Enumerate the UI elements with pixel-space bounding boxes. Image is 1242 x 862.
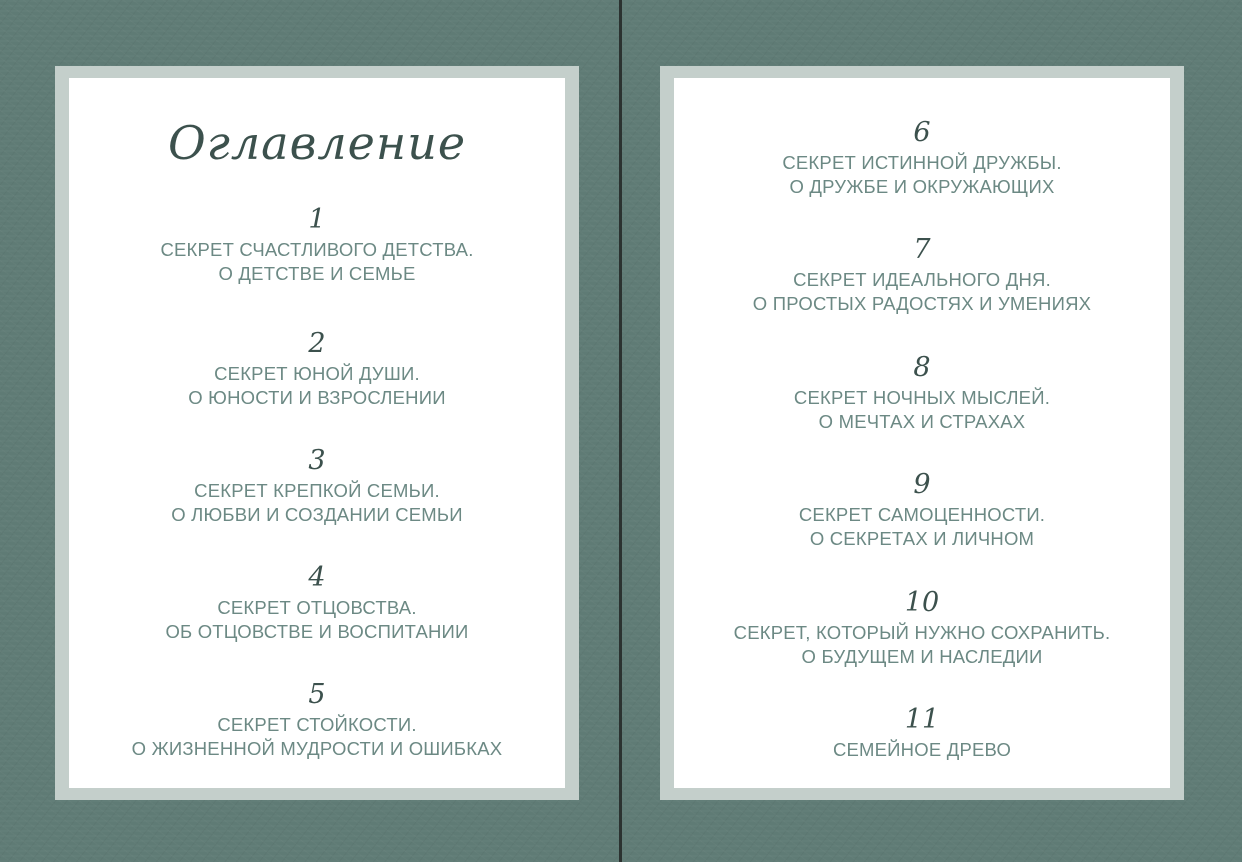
chapter-title: СЕКРЕТ САМОЦЕННОСТИ. <box>798 504 1046 525</box>
left-page <box>69 78 565 788</box>
book-spine <box>619 0 622 862</box>
chapter-number: 8 <box>913 352 931 383</box>
toc-entry-11 <box>674 705 1170 762</box>
chapter-subtitle: О БУДУЩЕМ И НАСЛЕДИИ <box>801 646 1043 667</box>
chapter-subtitle: О ЛЮБВИ И СОЗДАНИИ СЕМЬИ <box>171 504 463 525</box>
right-page-frame <box>660 66 1184 800</box>
chapter-number: 10 <box>904 587 940 618</box>
chapter-subtitle: О ПРОСТЫХ РАДОСТЯХ И УМЕНИЯХ <box>752 293 1092 314</box>
chapter-subtitle: О ДРУЖБЕ И ОКРУЖАЮЩИХ <box>789 176 1055 197</box>
chapter-title: СЕКРЕТ, КОТОРЫЙ НУЖНО СОХРАНИТЬ. <box>733 622 1111 643</box>
right-page <box>674 78 1170 788</box>
toc-entry-9 <box>674 470 1170 551</box>
chapter-number: 5 <box>308 679 326 710</box>
chapter-subtitle: ОБ ОТЦОВСТВЕ И ВОСПИТАНИИ <box>165 621 469 642</box>
toc-entry-5 <box>69 680 565 761</box>
toc-entry-3 <box>69 446 565 527</box>
toc-title: Оглавление <box>167 116 467 170</box>
chapter-title: СЕКРЕТ ИДЕАЛЬНОГО ДНЯ. <box>793 269 1051 290</box>
chapter-number: 1 <box>308 204 326 235</box>
chapter-subtitle: О ЖИЗНЕННОЙ МУДРОСТИ И ОШИБКАХ <box>131 738 503 759</box>
toc-entry-1 <box>69 205 565 286</box>
toc-entry-10 <box>674 588 1170 669</box>
chapter-subtitle: О СЕКРЕТАХ И ЛИЧНОМ <box>809 528 1035 549</box>
chapter-number: 9 <box>913 469 931 500</box>
chapter-number: 2 <box>308 328 326 359</box>
chapter-number: 6 <box>913 117 931 148</box>
chapter-subtitle: О МЕЧТАХ И СТРАХАХ <box>818 411 1026 432</box>
toc-entry-8 <box>674 353 1170 434</box>
chapter-title: СЕКРЕТ ОТЦОВСТВА. <box>217 597 417 618</box>
chapter-title: СЕКРЕТ СЧАСТЛИВОГО ДЕТСТВА. <box>160 239 474 260</box>
chapter-subtitle: О ЮНОСТИ И ВЗРОСЛЕНИИ <box>188 387 446 408</box>
left-page-frame <box>55 66 579 800</box>
chapter-title: СЕКРЕТ СТОЙКОСТИ. <box>217 714 417 735</box>
chapter-title: СЕКРЕТ НОЧНЫХ МЫСЛЕЙ. <box>793 387 1051 408</box>
chapter-number: 3 <box>308 445 326 476</box>
chapter-title: СЕКРЕТ ИСТИННОЙ ДРУЖБЫ. <box>782 152 1062 173</box>
chapter-title: СЕМЕЙНОЕ ДРЕВО <box>832 739 1012 760</box>
chapter-title: СЕКРЕТ КРЕПКОЙ СЕМЬИ. <box>194 480 440 501</box>
chapter-subtitle: О ДЕТСТВЕ И СЕМЬЕ <box>218 263 416 284</box>
chapter-number: 4 <box>308 562 326 593</box>
toc-entry-2 <box>69 329 565 410</box>
toc-entry-4 <box>69 563 565 644</box>
chapter-number: 11 <box>904 704 940 735</box>
chapter-title: СЕКРЕТ ЮНОЙ ДУШИ. <box>214 363 420 384</box>
toc-entry-7 <box>674 235 1170 316</box>
toc-entry-6 <box>674 118 1170 199</box>
chapter-number: 7 <box>913 234 931 265</box>
